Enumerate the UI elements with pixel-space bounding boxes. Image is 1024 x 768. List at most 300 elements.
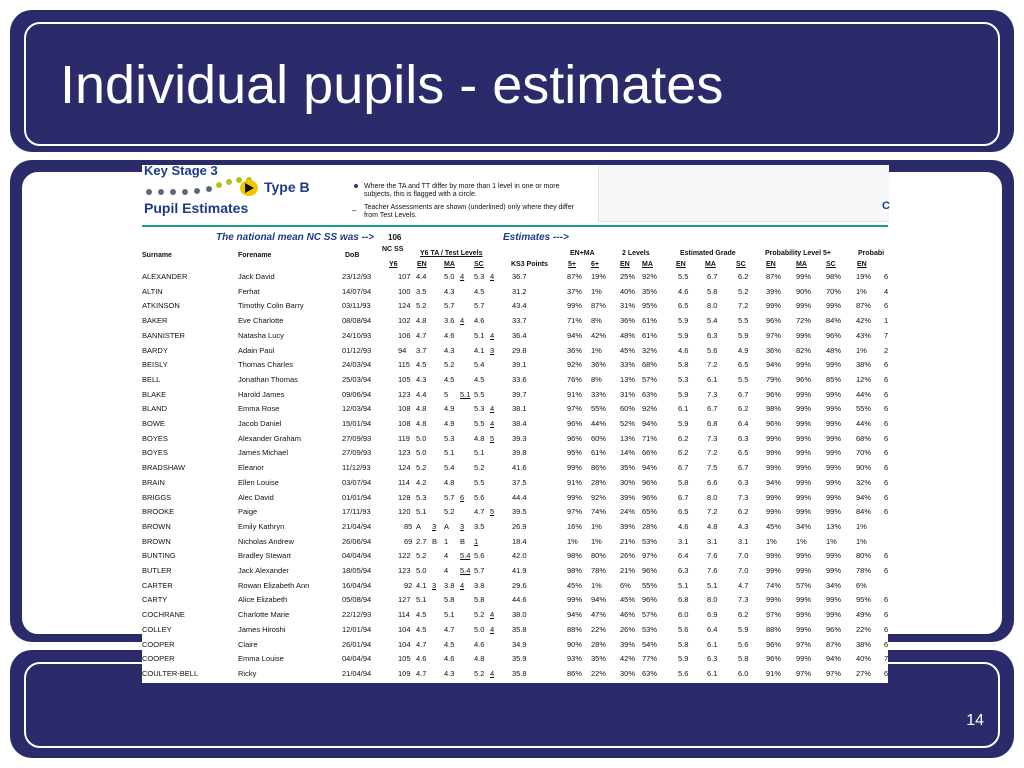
table-cell: 6.2 bbox=[738, 404, 749, 414]
table-cell: 36.4 bbox=[512, 330, 527, 340]
table-cell: 99% bbox=[826, 610, 842, 620]
table-row bbox=[142, 403, 902, 417]
table-cell: 105 bbox=[398, 374, 411, 384]
table-cell: 99% bbox=[766, 507, 782, 517]
table-cell: 57% bbox=[796, 580, 812, 590]
table-cell: 8.0 bbox=[707, 492, 718, 502]
table-cell: 5 bbox=[490, 507, 495, 517]
table-cell: 6.3 bbox=[678, 566, 689, 575]
table-cell: 25/03/94 bbox=[342, 374, 372, 384]
table-cell: 5.6 bbox=[678, 624, 689, 634]
page-number: 14 bbox=[966, 712, 984, 729]
table-cell: 33% bbox=[620, 360, 636, 370]
table-cell: 29.6 bbox=[512, 580, 527, 590]
table-cell: 5.1 bbox=[474, 330, 485, 340]
type-label: Type B bbox=[264, 179, 310, 195]
table-cell: 1% bbox=[567, 536, 578, 546]
table-cell: 1 bbox=[444, 536, 449, 546]
table-cell: 99% bbox=[766, 595, 782, 605]
table-cell: 63% bbox=[642, 389, 658, 399]
table-cell: BRIGGS bbox=[142, 492, 172, 502]
table-cell: 45% bbox=[620, 345, 636, 355]
table-cell: 99% bbox=[796, 330, 812, 340]
table-cell: 96% bbox=[766, 654, 782, 664]
table-cell: BAKER bbox=[142, 316, 168, 326]
table-cell: 87% bbox=[766, 272, 782, 281]
table-row bbox=[142, 374, 902, 388]
table-cell: 99% bbox=[826, 492, 842, 502]
table-cell: 99% bbox=[567, 463, 583, 473]
table-cell: 74% bbox=[766, 580, 782, 590]
table-cell: 97% bbox=[826, 668, 842, 678]
table-cell: 6 bbox=[884, 492, 889, 502]
table-cell: COOPER bbox=[142, 639, 175, 649]
table-cell: Alexander Graham bbox=[238, 433, 301, 443]
table-cell: 38% bbox=[856, 360, 872, 370]
table-cell: 19% bbox=[591, 272, 607, 281]
table-cell: Jack David bbox=[238, 272, 275, 281]
table-cell: 32% bbox=[856, 477, 872, 487]
table-cell: 5.4 bbox=[474, 360, 485, 370]
table-cell: 1% bbox=[856, 536, 867, 546]
table-cell: 5.1 bbox=[707, 580, 718, 590]
table-cell: 7.3 bbox=[707, 433, 718, 443]
table-cell: ALTIN bbox=[142, 286, 163, 296]
table-cell: 94% bbox=[766, 477, 782, 487]
table-cell: 1% bbox=[826, 536, 837, 546]
table-cell: 5.2 bbox=[416, 301, 427, 311]
table-cell: 5.6 bbox=[738, 639, 749, 649]
table-cell: 98% bbox=[826, 272, 842, 281]
table-cell: 34% bbox=[796, 521, 812, 531]
table-cell: 44% bbox=[591, 419, 607, 428]
table-cell: 4.6 bbox=[678, 286, 689, 296]
table-cell: 28% bbox=[591, 639, 607, 649]
table-cell: 6 bbox=[884, 463, 889, 473]
table-cell: 46% bbox=[620, 610, 636, 620]
table-cell: 7.2 bbox=[707, 360, 718, 370]
table-cell: 6.3 bbox=[738, 433, 749, 443]
table-cell: 04/04/94 bbox=[342, 654, 372, 664]
table-cell: 21% bbox=[620, 536, 636, 546]
table-cell: 55% bbox=[642, 580, 658, 590]
table-cell: 32% bbox=[642, 345, 658, 355]
table-cell: 99% bbox=[796, 566, 812, 575]
table-cell: 5.9 bbox=[738, 624, 749, 634]
table-cell: 42% bbox=[856, 316, 872, 326]
table-cell: 5.0 bbox=[416, 448, 427, 458]
table-cell: 4.1 bbox=[416, 580, 427, 590]
table-cell: 4.7 bbox=[416, 668, 427, 678]
table-cell: 35% bbox=[591, 654, 607, 664]
table-cell: 52% bbox=[620, 419, 636, 428]
table-cell: 99% bbox=[796, 610, 812, 620]
play-arrow-icon bbox=[240, 180, 258, 196]
table-row bbox=[142, 506, 902, 520]
table-cell: 6 bbox=[884, 624, 889, 634]
table-row bbox=[142, 653, 902, 667]
table-cell: 96% bbox=[826, 624, 842, 634]
table-cell: 99% bbox=[796, 492, 812, 502]
table-cell: 6 bbox=[884, 595, 889, 605]
table-cell: 4.5 bbox=[416, 610, 427, 620]
table-cell: 3.8 bbox=[474, 580, 485, 590]
table-cell: 5.9 bbox=[678, 316, 689, 326]
table-cell: 6 bbox=[884, 639, 889, 649]
table-cell: 71% bbox=[642, 433, 658, 443]
table-cell: 14% bbox=[620, 448, 636, 458]
table-cell: 28% bbox=[591, 477, 607, 487]
table-cell: 99% bbox=[796, 448, 812, 458]
table-cell: 36.7 bbox=[512, 272, 527, 281]
table-cell: BRAIN bbox=[142, 477, 165, 487]
table-cell: 34.9 bbox=[512, 639, 527, 649]
table-cell: 12/01/94 bbox=[342, 624, 372, 634]
table-cell: 17/11/93 bbox=[342, 507, 371, 517]
estimates-label: Estimates ---> bbox=[503, 232, 569, 243]
table-cell: 4.6 bbox=[416, 654, 427, 664]
table-cell: 99% bbox=[826, 477, 842, 487]
table-cell: 55% bbox=[591, 404, 607, 414]
table-cell: 4.6 bbox=[444, 654, 455, 664]
table-cell: 4.1 bbox=[474, 345, 485, 355]
table-cell: 5.2 bbox=[416, 463, 427, 473]
col-p-sc: SC bbox=[826, 261, 836, 268]
table-cell: 86% bbox=[567, 668, 583, 678]
table-cell: 6.0 bbox=[738, 668, 749, 678]
col-2l-en: EN bbox=[620, 261, 630, 268]
table-cell: 45% bbox=[766, 521, 782, 531]
group-header-probability: Probability Level 5+ bbox=[765, 250, 831, 257]
table-cell: 87% bbox=[856, 301, 872, 311]
table-cell: 99% bbox=[567, 492, 583, 502]
table-cell: 5.7 bbox=[474, 566, 485, 575]
table-cell: 8% bbox=[591, 374, 602, 384]
table-cell: 88% bbox=[567, 624, 583, 634]
table-cell: 87% bbox=[567, 272, 583, 281]
table-cell: 5.9 bbox=[678, 389, 689, 399]
table-cell: 03/07/94 bbox=[342, 477, 372, 487]
table-cell: 5.2 bbox=[474, 668, 485, 678]
table-cell: 99% bbox=[826, 448, 842, 458]
table-cell: 44.4 bbox=[512, 492, 527, 502]
table-cell: 3 bbox=[460, 521, 465, 531]
table-cell: 4.2 bbox=[416, 477, 427, 487]
table-cell: 4.3 bbox=[444, 668, 455, 678]
table-cell: 97% bbox=[796, 639, 812, 649]
table-cell: 4.3 bbox=[738, 521, 749, 531]
table-cell: BROOKE bbox=[142, 507, 175, 517]
table-cell: COLLEY bbox=[142, 624, 172, 634]
table-cell: 4.6 bbox=[474, 639, 485, 649]
table-cell: 5.9 bbox=[738, 330, 749, 340]
table-cell: Alice Elizabeth bbox=[238, 595, 288, 605]
table-cell: 4.3 bbox=[444, 286, 455, 296]
col-y6: Y6 bbox=[389, 261, 398, 268]
table-cell: 99% bbox=[796, 360, 812, 370]
table-cell: 94% bbox=[567, 330, 583, 340]
table-cell: 70% bbox=[826, 286, 842, 296]
table-cell: 13% bbox=[620, 374, 636, 384]
table-cell: 99% bbox=[796, 463, 812, 473]
table-cell: 4 bbox=[444, 566, 449, 575]
table-cell: 4 bbox=[490, 610, 495, 620]
table-row bbox=[142, 418, 902, 432]
table-cell: 107 bbox=[398, 272, 411, 281]
table-cell: 99% bbox=[796, 404, 812, 414]
table-cell: 39% bbox=[766, 286, 782, 296]
table-cell: 04/04/94 bbox=[342, 551, 372, 561]
table-cell: 4 bbox=[490, 404, 495, 414]
table-cell: 4.5 bbox=[444, 374, 455, 384]
table-cell: 35.8 bbox=[512, 624, 527, 634]
table-cell: 84% bbox=[856, 507, 872, 517]
table-cell: 5.3 bbox=[416, 492, 427, 502]
table-cell: Ellen Louise bbox=[238, 477, 279, 487]
col-eg-ma: MA bbox=[705, 261, 716, 268]
table-cell: 6.3 bbox=[707, 654, 718, 664]
table-cell: 124 bbox=[398, 301, 411, 311]
table-cell: 99% bbox=[796, 595, 812, 605]
table-cell: 90% bbox=[567, 639, 583, 649]
table-cell: 42% bbox=[620, 654, 636, 664]
table-cell: 99% bbox=[796, 419, 812, 428]
table-cell: 30% bbox=[620, 668, 636, 678]
table-cell: 54% bbox=[642, 639, 658, 649]
col-p-en: EN bbox=[766, 261, 776, 268]
table-cell: 14/07/94 bbox=[342, 286, 372, 296]
table-cell: 5.4 bbox=[460, 566, 471, 575]
table-cell: 4.9 bbox=[444, 419, 455, 428]
table-cell: 99% bbox=[796, 301, 812, 311]
table-cell: 16/04/94 bbox=[342, 580, 372, 590]
table-cell: 69 bbox=[404, 536, 413, 546]
table-cell: 123 bbox=[398, 389, 411, 399]
table-cell: 96% bbox=[642, 595, 658, 605]
table-cell: 11/12/93 bbox=[342, 463, 371, 473]
corner-mark: C bbox=[882, 200, 890, 212]
table-cell: 48% bbox=[620, 330, 636, 340]
table-cell: 6.1 bbox=[707, 374, 718, 384]
table-cell: 4.6 bbox=[678, 521, 689, 531]
table-cell: 105 bbox=[398, 654, 411, 664]
table-cell: 3.5 bbox=[416, 286, 427, 296]
table-cell: 95% bbox=[567, 448, 583, 458]
table-cell: 108 bbox=[398, 404, 411, 414]
table-cell: BUTLER bbox=[142, 566, 172, 575]
table-cell: 1% bbox=[591, 345, 602, 355]
table-cell: BRADSHAW bbox=[142, 463, 186, 473]
table-cell: 97% bbox=[567, 507, 583, 517]
table-cell: 99% bbox=[766, 448, 782, 458]
table-cell: 5.3 bbox=[474, 404, 485, 414]
table-cell: 4 bbox=[884, 286, 889, 296]
table-cell: 98% bbox=[766, 404, 782, 414]
table-cell: BUNTING bbox=[142, 551, 176, 561]
table-cell: 3.1 bbox=[707, 536, 718, 546]
table-cell: 6 bbox=[884, 389, 889, 399]
table-cell: 1% bbox=[856, 345, 867, 355]
table-cell: 7 bbox=[884, 330, 889, 340]
col-5plus: 5+ bbox=[568, 261, 576, 268]
table-cell: 6.2 bbox=[678, 448, 689, 458]
table-cell: 6.8 bbox=[707, 419, 718, 428]
table-cell: B bbox=[460, 536, 466, 546]
table-cell: 99% bbox=[796, 551, 812, 561]
table-cell: 78% bbox=[591, 566, 607, 575]
table-cell: 55% bbox=[856, 404, 872, 414]
table-cell: A bbox=[444, 521, 450, 531]
table-cell: 4.5 bbox=[444, 639, 455, 649]
table-cell: 99% bbox=[796, 477, 812, 487]
table-cell: 5.2 bbox=[444, 507, 455, 517]
table-cell: 5.8 bbox=[474, 595, 485, 605]
key-stage-label: Key Stage 3 bbox=[144, 163, 218, 178]
table-cell: 66% bbox=[642, 448, 658, 458]
col-p2-en: EN bbox=[857, 261, 867, 268]
group-header-y6-ta: Y6 TA / Test Levels bbox=[420, 250, 483, 257]
table-cell: 1% bbox=[856, 286, 867, 296]
table-cell: 6 bbox=[884, 301, 889, 311]
table-cell: BARDY bbox=[142, 345, 168, 355]
table-cell: 99% bbox=[796, 654, 812, 664]
table-cell: 5.0 bbox=[416, 433, 427, 443]
table-cell: 21/04/94 bbox=[342, 668, 372, 678]
table-cell: 6.3 bbox=[707, 330, 718, 340]
table-cell: 6.1 bbox=[707, 639, 718, 649]
table-cell: 26.9 bbox=[512, 521, 527, 531]
table-cell: 57% bbox=[642, 374, 658, 384]
table-cell: 5.5 bbox=[474, 389, 485, 399]
table-cell: 96% bbox=[826, 330, 842, 340]
table-cell: Eve Charlotte bbox=[238, 316, 284, 326]
table-cell: 26% bbox=[620, 624, 636, 634]
table-cell: Thomas Charles bbox=[238, 360, 294, 370]
col-2l-ma: MA bbox=[642, 261, 653, 268]
table-cell: 40% bbox=[856, 654, 872, 664]
table-cell: 6 bbox=[884, 566, 889, 575]
table-cell: 4 bbox=[490, 330, 495, 340]
table-cell: 1% bbox=[796, 536, 807, 546]
table-cell: Emma Rose bbox=[238, 404, 280, 414]
table-cell: 99% bbox=[826, 551, 842, 561]
table-cell: 99% bbox=[826, 463, 842, 473]
table-cell: 38.1 bbox=[512, 404, 527, 414]
table-cell: 6 bbox=[884, 404, 889, 414]
table-cell: Jonathan Thomas bbox=[238, 374, 298, 384]
table-cell: 2.7 bbox=[416, 536, 427, 546]
table-cell: 6 bbox=[884, 433, 889, 443]
table-cell: 4 bbox=[460, 316, 465, 326]
table-cell: 3.7 bbox=[416, 345, 427, 355]
table-cell: 6 bbox=[884, 272, 889, 281]
table-cell: 92% bbox=[642, 404, 658, 414]
table-cell: 91% bbox=[567, 477, 583, 487]
table-row bbox=[142, 330, 902, 344]
table-cell: 5.6 bbox=[707, 345, 718, 355]
group-header-two-levels: 2 Levels bbox=[622, 250, 650, 257]
table-cell: 4.9 bbox=[444, 404, 455, 414]
table-cell: 30% bbox=[620, 477, 636, 487]
table-cell: 99% bbox=[826, 360, 842, 370]
table-cell: 31% bbox=[620, 389, 636, 399]
table-cell: 35.9 bbox=[512, 654, 527, 664]
table-cell: 96% bbox=[766, 639, 782, 649]
table-cell: 6.7 bbox=[678, 463, 689, 473]
table-cell: 93% bbox=[567, 654, 583, 664]
table-cell: 8.0 bbox=[707, 595, 718, 605]
table-cell: 99% bbox=[766, 463, 782, 473]
table-cell: 5.6 bbox=[678, 668, 689, 678]
table-cell: 99% bbox=[766, 551, 782, 561]
col-surname: Surname bbox=[142, 252, 172, 259]
group-header-en-ma: EN+MA bbox=[570, 250, 595, 257]
table-cell: 4.7 bbox=[474, 507, 485, 517]
table-cell: 37% bbox=[567, 286, 583, 296]
table-cell: 115 bbox=[398, 360, 410, 370]
table-cell: 99% bbox=[826, 301, 842, 311]
table-cell: BELL bbox=[142, 374, 161, 384]
table-cell: 13% bbox=[826, 521, 842, 531]
table-cell: 5.8 bbox=[738, 654, 749, 664]
table-cell: 6.2 bbox=[738, 610, 749, 620]
table-cell: 05/08/94 bbox=[342, 595, 372, 605]
table-row bbox=[142, 315, 902, 329]
table-cell: 26% bbox=[620, 551, 636, 561]
table-cell: 94% bbox=[642, 419, 658, 428]
table-cell: James Michael bbox=[238, 448, 289, 458]
table-cell: 5.2 bbox=[474, 610, 485, 620]
table-cell: 16% bbox=[567, 521, 583, 531]
col-ks3-points: KS3 Points bbox=[511, 261, 548, 268]
table-cell: 6.7 bbox=[738, 389, 749, 399]
table-row bbox=[142, 271, 902, 285]
table-cell: 4.6 bbox=[444, 330, 455, 340]
table-cell: Ferhat bbox=[238, 286, 260, 296]
slide-title: Individual pupils - estimates bbox=[60, 55, 724, 115]
table-cell: 45% bbox=[620, 595, 636, 605]
national-mean-value: 106 bbox=[388, 233, 402, 242]
table-cell: 1% bbox=[591, 521, 602, 531]
table-cell: 96% bbox=[642, 566, 658, 575]
table-cell: 18.4 bbox=[512, 536, 527, 546]
col-en: EN bbox=[417, 261, 427, 268]
table-cell: Jacob Daniel bbox=[238, 419, 282, 428]
table-cell: ALEXANDER bbox=[142, 272, 188, 281]
table-cell: 44% bbox=[856, 389, 872, 399]
table-cell: 36% bbox=[591, 360, 607, 370]
col-dob: DoB bbox=[345, 252, 360, 259]
table-cell: 3 bbox=[490, 345, 495, 355]
table-cell: 40% bbox=[620, 286, 636, 296]
table-cell: 94% bbox=[826, 654, 842, 664]
col-eg-sc: SC bbox=[736, 261, 746, 268]
table-cell: 28% bbox=[642, 521, 658, 531]
table-cell: CARTER bbox=[142, 580, 173, 590]
table-cell: 5.4 bbox=[460, 551, 471, 561]
table-cell: 7.5 bbox=[707, 463, 718, 473]
table-cell: 6.4 bbox=[707, 624, 718, 634]
table-cell: 119 bbox=[398, 433, 410, 443]
table-cell: 5.5 bbox=[474, 477, 485, 487]
table-cell: 6.7 bbox=[707, 272, 718, 281]
table-cell: A bbox=[416, 521, 422, 531]
sheet-heading: Pupil Estimates bbox=[144, 200, 249, 216]
table-cell: 27/09/93 bbox=[342, 433, 372, 443]
table-cell: 38% bbox=[856, 639, 872, 649]
table-cell: 4 bbox=[490, 668, 495, 678]
table-cell: 39.8 bbox=[512, 448, 527, 458]
